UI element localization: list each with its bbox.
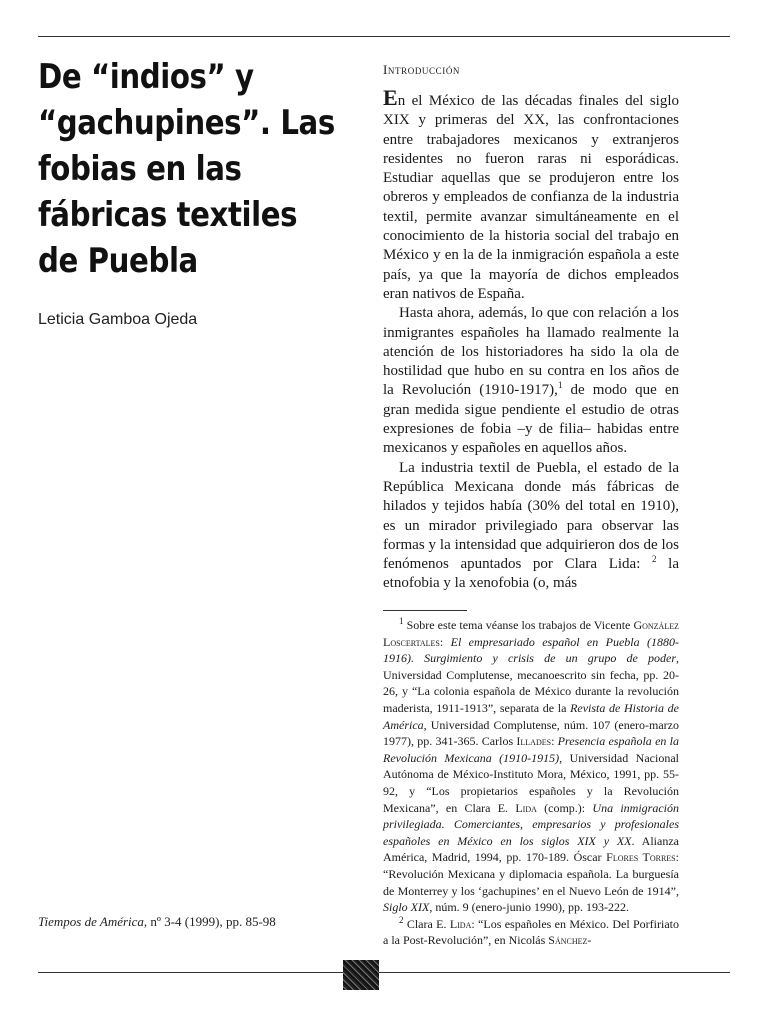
title-line: fábricas textiles xyxy=(38,195,298,235)
footnote-ref[interactable]: 1 xyxy=(557,380,563,391)
paragraph-text: La industria textil de Puebla, el estado de la República Mexicana donde más fábricas de hilados y tejidos había (30% del total en 1910), es un mirador privilegiado para observar las formas y la intensidad que adquirieron dos de los fenómenos apuntados por Clara Lida: xyxy=(383,459,679,573)
author-ref: Flores Torres xyxy=(606,850,676,865)
footnote-text: Sobre este tema véanse los trabajos de Vicente xyxy=(403,618,634,632)
section-heading: Introducción xyxy=(383,62,461,77)
footnote-mark: 2 xyxy=(399,914,404,925)
work-title: El empresariado español en Puebla (1880-1916). Surgimiento y crisis de un grupo de poder xyxy=(383,634,679,666)
main-column xyxy=(383,62,679,594)
journal-citation xyxy=(38,914,276,930)
paragraph xyxy=(383,85,679,304)
paragraph-text: de modo que en gran medida sigue pendiente el estudio de otras expresiones de fobia –y de filia– habidas entre mexicanos y españoles en aquellos años. xyxy=(383,382,680,457)
work-title: Presencia española en la Revolución Mexicana (1910-1915) xyxy=(383,734,679,765)
footnote-text: : “Revolución Mexicana y diplomacia española. La burguesía de Monterrey y los ‘gachupines’ en el Nuevo León de 1914”, xyxy=(383,850,679,898)
paragraph xyxy=(383,459,679,594)
footnote-separator xyxy=(383,610,467,611)
citation-details: , nº 3-4 (1999), pp. 85-98 xyxy=(143,914,276,929)
author-ref: Lida xyxy=(449,916,472,931)
footnote-1: $^1$ Sobre este tema véanse los trabajos de Vicente González Loscertales: El empresariado español en Puebla (1880-1916). Surgimiento y crisis de un grupo de poder, Universidad Complutense, mecanoescrito sin fecha, pp. 20-26, y “La colonia española de México durante la revolución maderista, 1911-1913”, separata de la Revista de Historia de América, Universidad Complutense, núm. 107 (enero-marzo 1977), pp. 341-365. Carlos Illades: Presencia española en la Revolución Mexicana (1910-1915), Universidad Nacional Autónoma de México-Instituto Mora, México, 1991, pp. 55-92, y “Los propietarios españoles y la Revolución Mexicana”, en Clara E. Lida (comp.): Una inmigración privilegiada. Comerciantes, empresarios y profesionales españoles en México en los siglos XIX y XX. Alianza América, Madrid, 1994, pp. 170-189. Óscar Flores Torres: “Revolución Mexicana y diplomacia española. La burguesía de Monterrey y los ‘gachupines’ en el Nuevo León de 1914”, Siglo XIX, núm. 9 (enero-junio 1990), pp. 193-222. xyxy=(383,616,679,915)
footnotes xyxy=(383,617,679,949)
footnote-ref[interactable]: 2 xyxy=(652,554,657,565)
author-ref: Lida xyxy=(515,800,537,815)
paragraph-text: la etnofobia y la xenofobia (o, más xyxy=(383,556,680,592)
footnote-text: : “Los españoles en México. Del Porfiriato a la Post-Revolución”, en Nicolás xyxy=(383,916,679,948)
paragraph-text: n el México de las décadas finales del siglo XIX y primeras del XX, las confrontaciones entre trabajadores mexicanos y extranjeros residentes no fueron raras ni esporádicas. Estudiar aquellas que se produjeron entre los obreros y empleados de confianza de la industria textil, permite avanzar simultáneamente en el conocimiento de la historia social del trabajo en México y en la de la inmigración española a este país, ya que la mayoría de dichos empleados eran nativos de España. xyxy=(383,93,679,302)
author-ref: Sánchez- xyxy=(548,933,592,948)
work-title: Una inmigración privilegiada. Comerciantes, empresarios y profesionales españoles en México en los siglos XIX y XX xyxy=(383,800,679,848)
title-block xyxy=(38,54,338,284)
footnote-text: , Universidad Complutense, mecanoescrito sin fecha, pp. 20-26, y “La colonia española de México durante la revolución maderista, 1911-1913”, separata de la xyxy=(383,651,679,715)
title-line: “gachupines”. Las xyxy=(38,103,335,143)
title-line: De “indios” y xyxy=(38,57,254,97)
title-line: de Puebla xyxy=(38,241,198,281)
article-title xyxy=(38,54,339,284)
paragraph-text: Hasta ahora, además, lo que con relación a los inmigrantes españoles ha llamado realmente la atención de los historiadores ha sido la ola de hostilidad que hubo en su contra en los años de la Revolución (1910-1917), xyxy=(383,305,679,399)
bottom-rule xyxy=(38,972,730,973)
author-ref: González Loscertales xyxy=(383,618,679,649)
footnote-text: , Universidad Complutense, núm. 107 (enero-marzo 1977), pp. 341-365. Carlos xyxy=(383,717,679,749)
drop-cap: E xyxy=(383,85,398,110)
author-ref: Illades xyxy=(516,734,552,749)
work-title: Siglo XIX xyxy=(383,900,430,915)
footnote-text: , núm. 9 (enero-junio 1990), pp. 193-222. xyxy=(429,900,629,915)
work-title: Revista de Historia de América xyxy=(383,700,679,732)
author-name: Leticia Gamboa Ojeda xyxy=(38,311,198,328)
footnote-2 xyxy=(383,916,679,949)
footnote-text: , Universidad Nacional Autónoma de México-Instituto Mora, México, 1991, pp. 55-92, y “Los propietarios españoles y la Revolución Mexicana”, en Clara E. xyxy=(383,750,679,815)
title-line: fobias en las xyxy=(38,149,242,189)
journal-name: Tiempos de América xyxy=(38,914,144,929)
footnote-text: . Alianza América, Madrid, 1994, pp. 170-189. Óscar xyxy=(383,833,679,865)
body-text xyxy=(383,85,680,594)
footnote-text: Clara E. xyxy=(403,916,450,931)
printer-ornament xyxy=(343,960,379,990)
top-rule xyxy=(38,36,730,37)
footnote-text: (comp.): xyxy=(536,800,593,815)
footnote-mark: 1 xyxy=(399,616,404,626)
paragraph xyxy=(383,304,679,458)
